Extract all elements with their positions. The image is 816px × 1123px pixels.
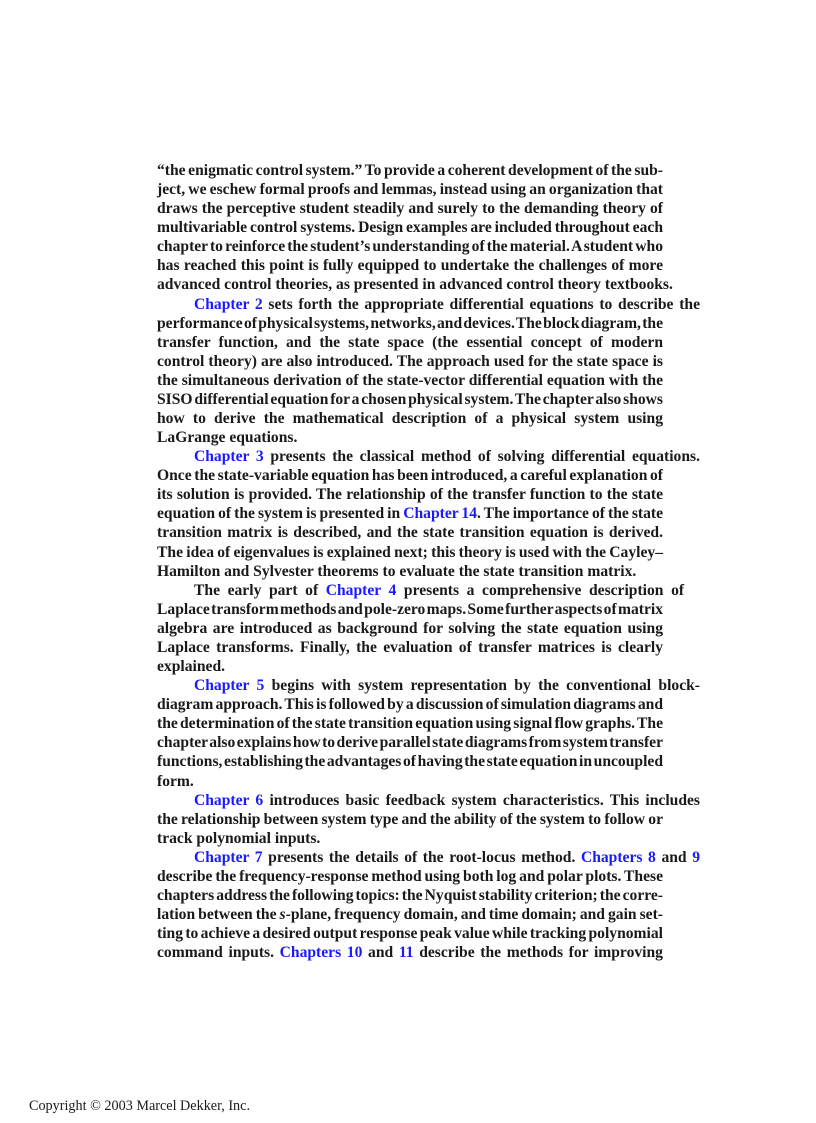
chapter-14-link[interactable]: Chapter 14 (403, 505, 478, 523)
text-line: LaGrange equations. (157, 429, 298, 447)
text-line: its solution is provided. The relationship of the transfer function to the state (157, 486, 663, 504)
text-line: functions, establishing the advantages of having the state equation in uncoupled (157, 753, 663, 771)
text-line: describe the frequency-response method using both log and polar plots. These (157, 867, 663, 885)
text-span: presents a comprehensive description of (396, 581, 685, 599)
text-line: track polynomial inputs. (157, 829, 321, 847)
text-line (157, 581, 685, 600)
chapters-10-link[interactable]: Chapters 10 (279, 944, 363, 962)
text-line: control theory) are also introduced. The approach used for the state space is (157, 352, 663, 370)
text-line (157, 905, 663, 924)
text-line: Laplace transforms. Finally, the evaluation of transfer matrices is clearly (157, 638, 663, 656)
text-span: command inputs. (157, 944, 280, 962)
paragraph-chapter-4 (157, 581, 685, 676)
text-line: the relationship between system type and the ability of the system to follow or (157, 810, 663, 828)
text-line (157, 791, 700, 810)
chapter-11-link[interactable]: 11 (398, 944, 414, 962)
text-span: equation of the system is presented in (157, 505, 404, 523)
text-span: begins with system representation by the conventional block- (264, 677, 700, 695)
text-line: advanced control theories, as presented in advanced control theory textbooks. (157, 276, 673, 294)
text-span: introduces basic feedback system characteristics. This includes (263, 791, 700, 809)
copyright-footer: Copyright © 2003 Marcel Dekker, Inc. (29, 1098, 250, 1114)
text-line (157, 504, 663, 523)
text-line: multivariable control systems. Design examples are included throughout each (157, 219, 663, 237)
text-line: transition matrix is described, and the state transition equation is derived. (157, 524, 663, 542)
text-line (157, 295, 700, 314)
text-span: and (362, 944, 399, 962)
paragraph-intro (157, 161, 673, 295)
text-span: and (655, 848, 693, 866)
paragraph-chapter-3 (157, 447, 700, 581)
paragraph-chapter-7 (157, 848, 700, 962)
chapters-8-link[interactable]: Chapters 8 (580, 848, 656, 866)
chapter-4-link[interactable]: Chapter 4 (325, 581, 397, 599)
text-span: presents the details of the root-locus method. (262, 848, 581, 866)
text-line: chapters address the following topics: the Nyquist stability criterion; the corre- (157, 886, 663, 904)
text-line (157, 447, 700, 466)
text-line: the simultaneous derivation of the state-vector differential equation with the (157, 371, 663, 389)
s-plane-variable: s (279, 906, 286, 924)
text-line: draws the perceptive student steadily and surely to the demanding theory of (157, 200, 663, 218)
text-span: . The importance of the state (477, 505, 663, 523)
text-line: ting to achieve a desired output response peak value while tracking polynomial (157, 925, 663, 943)
text-line: Hamilton and Sylvester theorems to evaluate the state transition matrix. (157, 562, 637, 580)
text-span: lation between the (157, 906, 280, 924)
text-line: ject, we eschew formal proofs and lemmas, instead using an organization that (157, 181, 663, 199)
text-line: diagram approach. This is followed by a discussion of simulation diagrams and (157, 696, 663, 714)
text-line: transfer function, and the state space (the essential concept of modern (157, 333, 663, 351)
text-line: The idea of eigenvalues is explained next; this theory is used with the Cayley– (157, 543, 663, 561)
text-line: performance of physical systems, networks, and devices. The block diagram, the (157, 314, 663, 332)
text-line (157, 848, 700, 867)
paragraph-chapter-6 (157, 791, 700, 848)
text-line (157, 676, 700, 695)
chapter-9-link[interactable]: 9 (692, 848, 700, 866)
text-line: how to derive the mathematical description of a physical system using (157, 410, 663, 428)
text-line: chapter also explains how to derive parallel state diagrams from system transfer (157, 734, 663, 752)
chapter-3-link[interactable]: Chapter 3 (194, 448, 264, 466)
text-line: algebra are introduced as background for solving the state equation using (157, 619, 663, 637)
text-line: has reached this point is fully equipped to undertake the challenges of more (157, 257, 663, 275)
paragraph-chapter-5 (157, 676, 700, 790)
text-span: sets forth the appropriate differential equations to describe the (262, 295, 700, 313)
page-body (157, 161, 700, 962)
text-line: form. (157, 772, 194, 790)
chapter-2-link[interactable]: Chapter 2 (194, 295, 263, 313)
text-line (157, 943, 663, 962)
text-line: “the enigmatic control system.” To provide a coherent development of the sub- (157, 162, 663, 179)
text-span: presents the classical method of solving differential equations. (263, 448, 700, 466)
text-line: the determination of the state transition equation using signal flow graphs. The (157, 715, 663, 733)
chapter-6-link[interactable]: Chapter 6 (194, 791, 264, 809)
text-line: Laplace transform methods and pole-zero maps. Some further aspects of matrix (157, 600, 663, 618)
text-line: Once the state-variable equation has been introduced, a careful explanation of (157, 467, 663, 485)
text-span: describe the methods for improving (413, 944, 663, 962)
chapter-7-link[interactable]: Chapter 7 (194, 848, 263, 866)
chapter-5-link[interactable]: Chapter 5 (194, 677, 265, 695)
text-span: -plane, frequency domain, and time domain; and gain set- (285, 906, 663, 924)
text-line: explained. (157, 658, 226, 676)
text-line: SISO differential equation for a chosen physical system. The chapter also shows (157, 390, 663, 408)
text-span: The early part of (194, 581, 326, 599)
text-line: chapter to reinforce the student’s understanding of the material. A student who (157, 238, 663, 256)
paragraph-chapter-2 (157, 295, 700, 448)
